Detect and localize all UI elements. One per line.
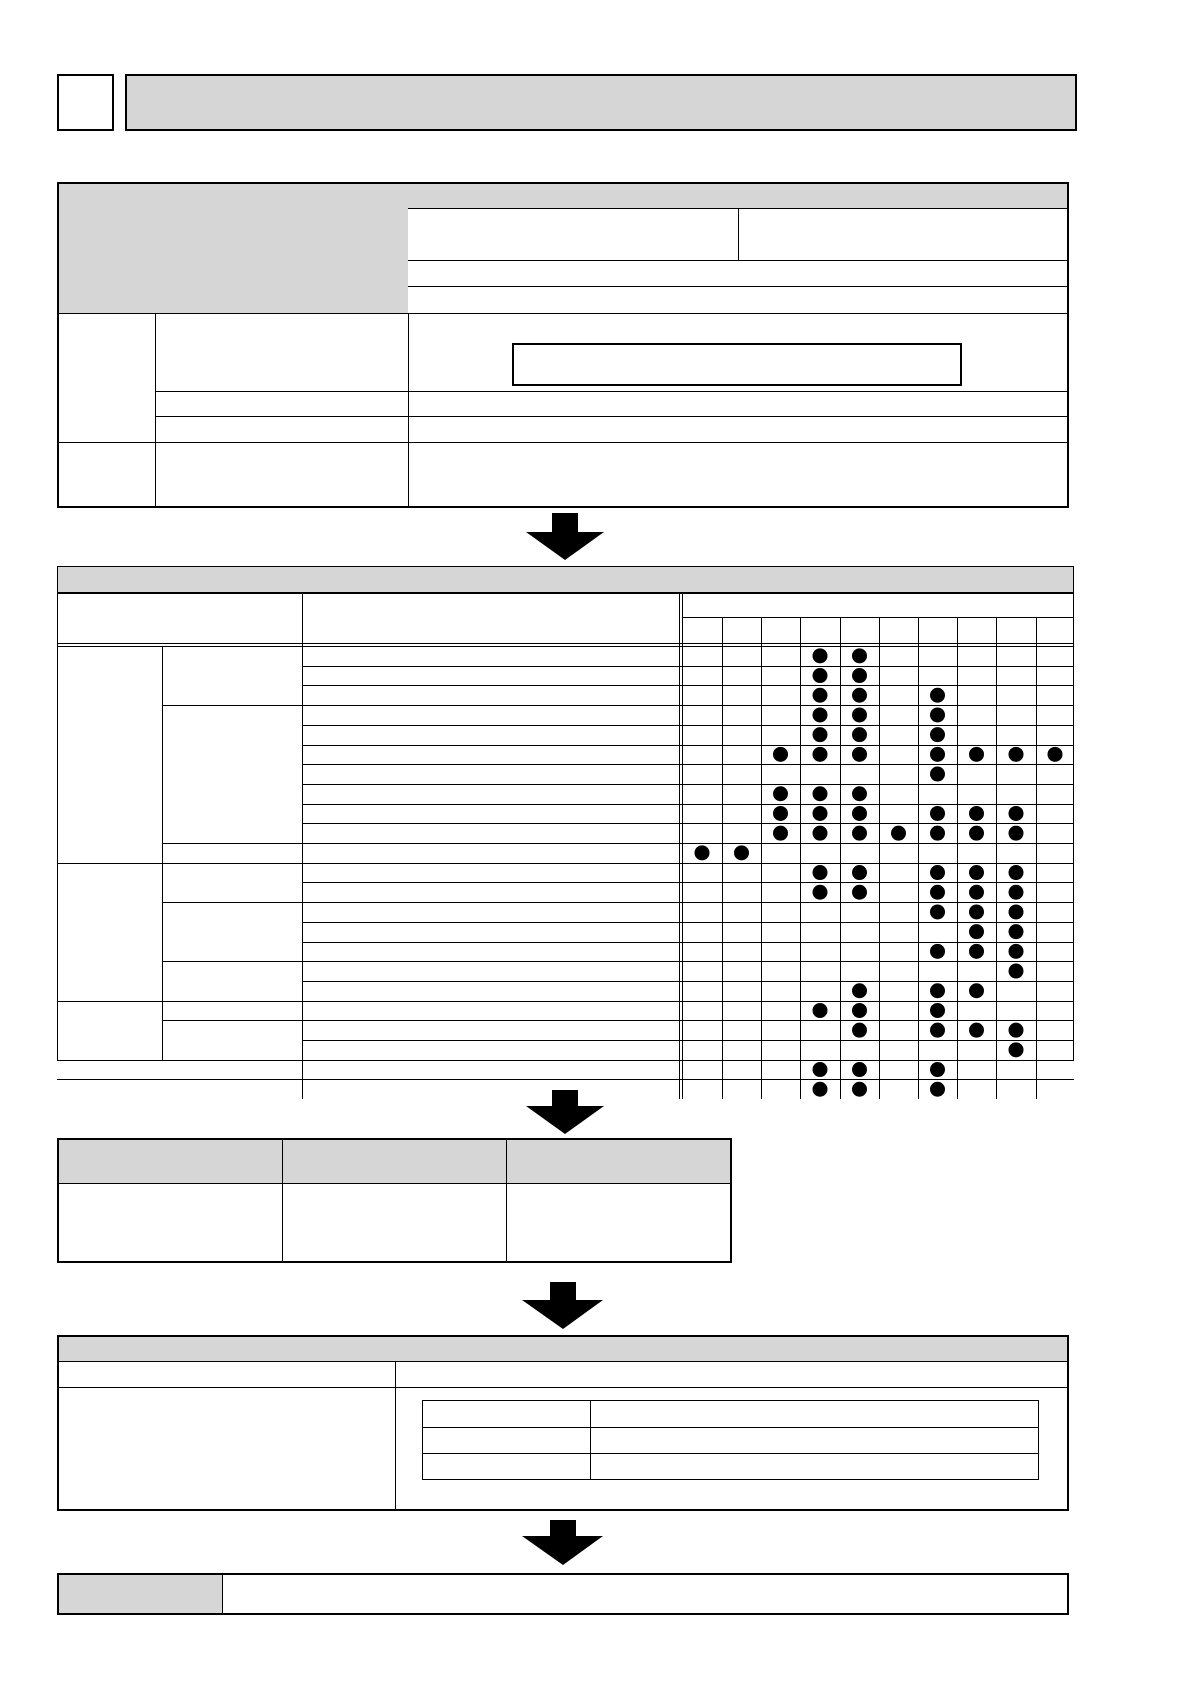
matrix-mark [969,747,984,762]
matrix-mark [1009,806,1024,821]
result-line [59,1361,1067,1362]
matrix-mark [930,1062,945,1077]
matrix-mark [930,983,945,998]
matrix-mark [969,865,984,880]
result-inner-line [422,1427,1039,1428]
matrix-mark [891,826,906,841]
matrix-mark [852,668,867,683]
matrix-mark [852,1082,867,1097]
selection-line [506,1140,507,1261]
matrix-mark [813,727,828,742]
matrix-mark [1009,826,1024,841]
matrix-mark [734,845,749,860]
matrix-mark [1009,924,1024,939]
matrix-mark [969,944,984,959]
matrix-mark [852,983,867,998]
result-line [395,1361,396,1509]
matrix-mark [1009,1042,1024,1057]
matrix-mark [1009,944,1024,959]
matrix-mark [852,786,867,801]
matrix-mark [773,747,788,762]
matrix-mark [852,885,867,900]
matrix-mark [930,865,945,880]
matrix-mark [813,826,828,841]
matrix-mark [969,806,984,821]
matrix-mark [969,885,984,900]
matrix-mark [695,845,710,860]
matrix-mark [930,885,945,900]
matrix-mark [930,688,945,703]
matrix-mark [930,767,945,782]
matrix-mark [813,688,828,703]
selection-header-2 [282,1140,506,1183]
selection-line [59,1183,730,1184]
matrix-mark [852,1023,867,1038]
result-line [59,1387,1067,1388]
matrix-mark [969,983,984,998]
matrix-mark [852,648,867,663]
matrix-mark [813,786,828,801]
matrix-mark [852,806,867,821]
matrix-mark [813,668,828,683]
matrix-mark [813,1003,828,1018]
matrix-mark [930,1082,945,1097]
matrix-mark [969,1023,984,1038]
matrix-mark [813,648,828,663]
matrix-mark [930,1003,945,1018]
result-inner-table [422,1400,1039,1480]
result-inner-line [590,1400,591,1480]
matrix-mark [813,1082,828,1097]
selection-header-1 [59,1140,282,1183]
matrix-mark [1009,1023,1024,1038]
matrix-mark [1048,747,1063,762]
matrix-mark [930,1023,945,1038]
matrix-mark [1009,865,1024,880]
matrix-mark [813,707,828,722]
matrix-mark [930,747,945,762]
matrix-mark [969,924,984,939]
matrix-mark [773,806,788,821]
matrix-mark [852,747,867,762]
matrix-mark [813,865,828,880]
matrix-mark [1009,885,1024,900]
matrix-mark [1009,747,1024,762]
final-label-cell [59,1575,223,1613]
matrix-mark [969,904,984,919]
matrix-mark [930,826,945,841]
matrix-mark [969,826,984,841]
matrix-mark [813,747,828,762]
matrix-mark [1009,904,1024,919]
matrix-mark [1009,964,1024,979]
matrix-mark [852,727,867,742]
matrix-mark [852,1003,867,1018]
selection-header-3 [506,1140,730,1183]
matrix-mark [813,885,828,900]
matrix-mark [852,865,867,880]
matrix-mark [852,707,867,722]
selection-line [282,1140,283,1261]
matrix-mark [852,688,867,703]
matrix-mark [930,944,945,959]
matrix-mark [852,1062,867,1077]
matrix-mark [930,806,945,821]
matrix-mark [930,904,945,919]
matrix-mark [813,1062,828,1077]
matrix-mark [930,707,945,722]
matrix-mark [773,826,788,841]
matrix-mark [813,806,828,821]
result-title-bar [59,1337,1067,1361]
matrix-mark [930,727,945,742]
matrix-mark [852,826,867,841]
result-inner-line [422,1453,1039,1454]
matrix-mark [773,786,788,801]
